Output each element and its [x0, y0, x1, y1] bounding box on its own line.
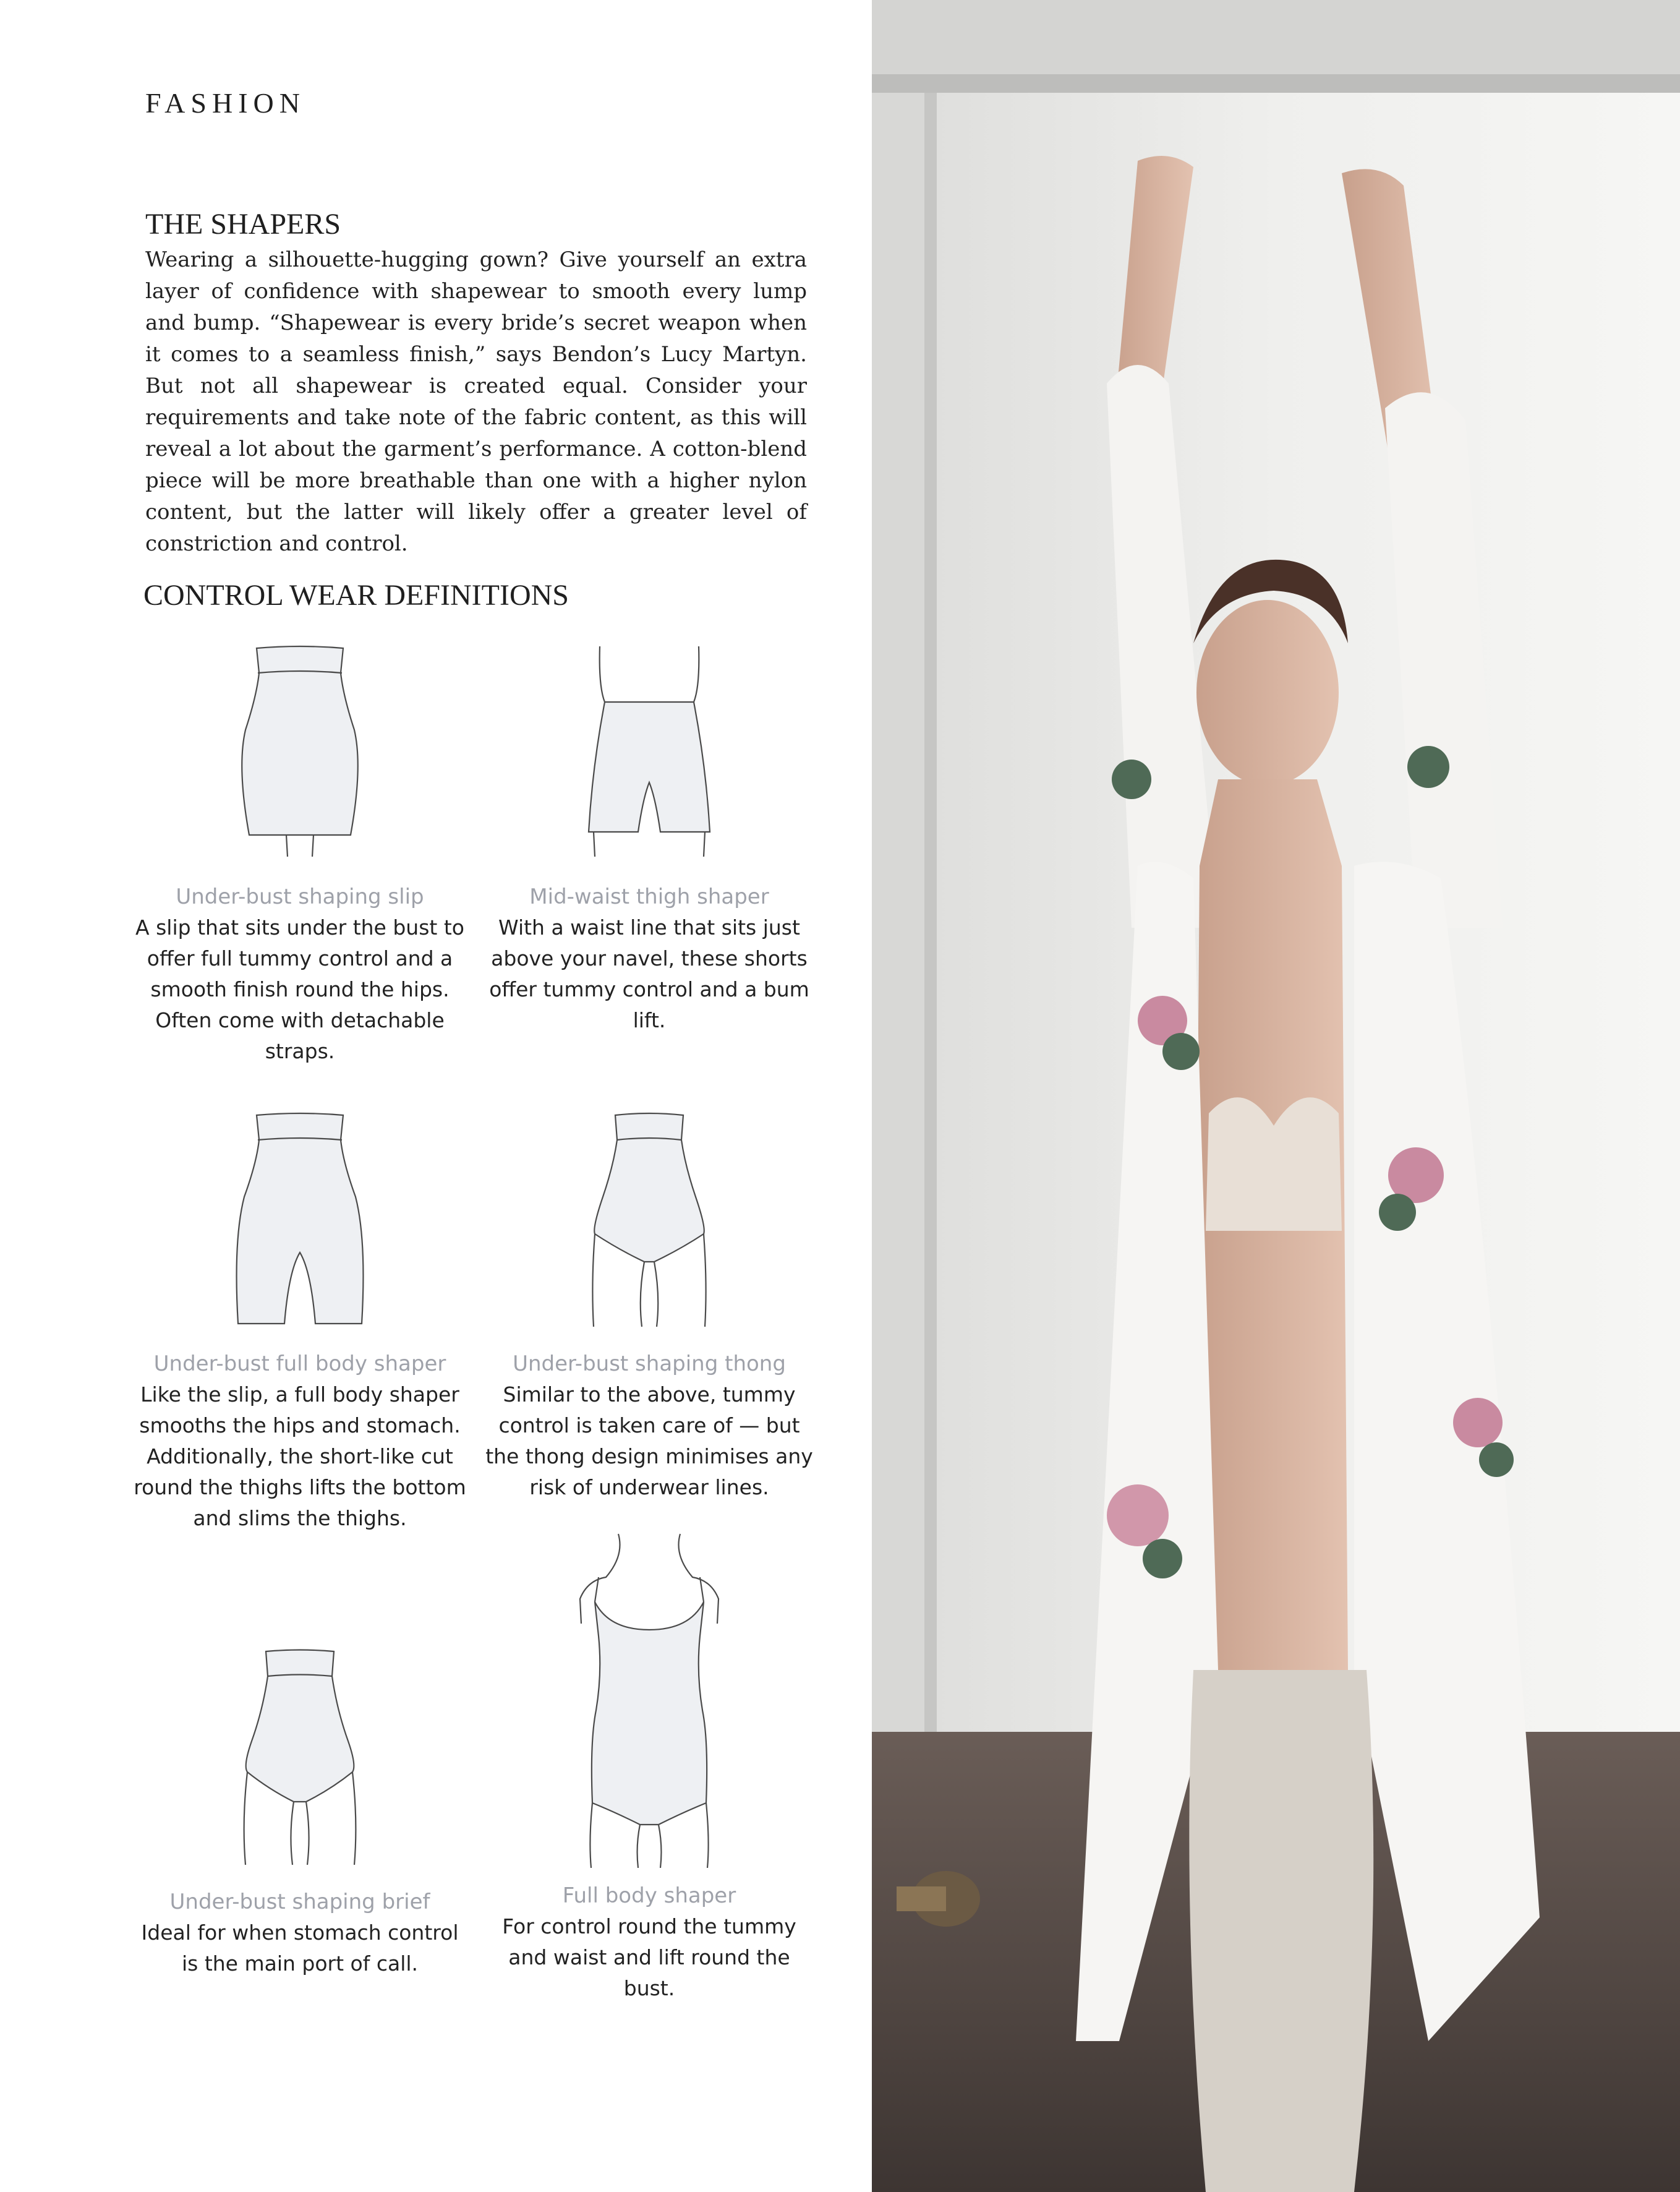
definition-item	[482, 1531, 816, 2004]
definition-title: Under-bust shaping brief	[169, 1890, 430, 1914]
definition-desc: Similar to the above, tummy control is taken care of — but the thong design minimises any risk of underwear lines.	[485, 1382, 813, 1499]
definition-title: Under-bust shaping slip	[176, 884, 424, 909]
under-bust-brief-icon	[220, 1648, 380, 1868]
under-bust-full-body-shaper-icon	[220, 1110, 380, 1330]
definition-desc: For control round the tummy and waist and lift round the bust.	[502, 1914, 796, 2000]
shapers-body: Wearing a silhouette-hugging gown? Give yourself an extra layer of confidence with shapewear to smooth every lump and bump. “Shapewear is every bride’s secret weapon when it comes to a seamless finish,” says Bendon’s Lucy Martyn. But not all shapewear is created equal. Consider your requirements and take note of the fabric content, as this will reveal a lot about the garment’s performance. A cotton-blend piece will be more breathable than one with a higher nylon content, but the latter will likely offer a greater level of constriction and control.	[145, 247, 807, 556]
section-tag: FASHION	[145, 87, 305, 119]
definition-desc: Ideal for when stomach control is the main port of call.	[141, 1920, 459, 1976]
definition-title: Under-bust shaping thong	[513, 1351, 786, 1376]
definition-desc: Like the slip, a full body shaper smooths the hips and stomach. Additionally, the short-like cut round the thighs lifts the bottom and slims the thighs.	[134, 1382, 466, 1530]
definition-item	[133, 1648, 467, 1979]
definition-desc: With a waist line that sits just above your navel, these shorts offer tummy control and a bum lift.	[489, 915, 809, 1032]
under-bust-slip-icon	[220, 643, 380, 863]
definition-item	[133, 1110, 467, 1534]
definition-item	[482, 643, 816, 1036]
definition-title: Full body shaper	[562, 1883, 736, 1908]
definition-title: Under-bust full body shaper	[153, 1351, 446, 1376]
definitions-heading: CONTROL WEAR DEFINITIONS	[143, 579, 569, 612]
shapers-heading: THE SHAPERS	[145, 208, 341, 241]
definition-item	[133, 643, 467, 1067]
mid-waist-thigh-shaper-icon	[569, 643, 730, 863]
under-bust-thong-icon	[569, 1110, 730, 1330]
definition-item	[482, 1110, 816, 1503]
definition-desc: A slip that sits under the bust to offer full tummy control and a smooth finish round the hips. Often come with detachable straps.	[135, 915, 464, 1063]
full-body-shaper-icon	[556, 1531, 742, 1868]
definition-title: Mid-waist thigh shaper	[529, 884, 769, 909]
model-photo	[872, 0, 1680, 2192]
